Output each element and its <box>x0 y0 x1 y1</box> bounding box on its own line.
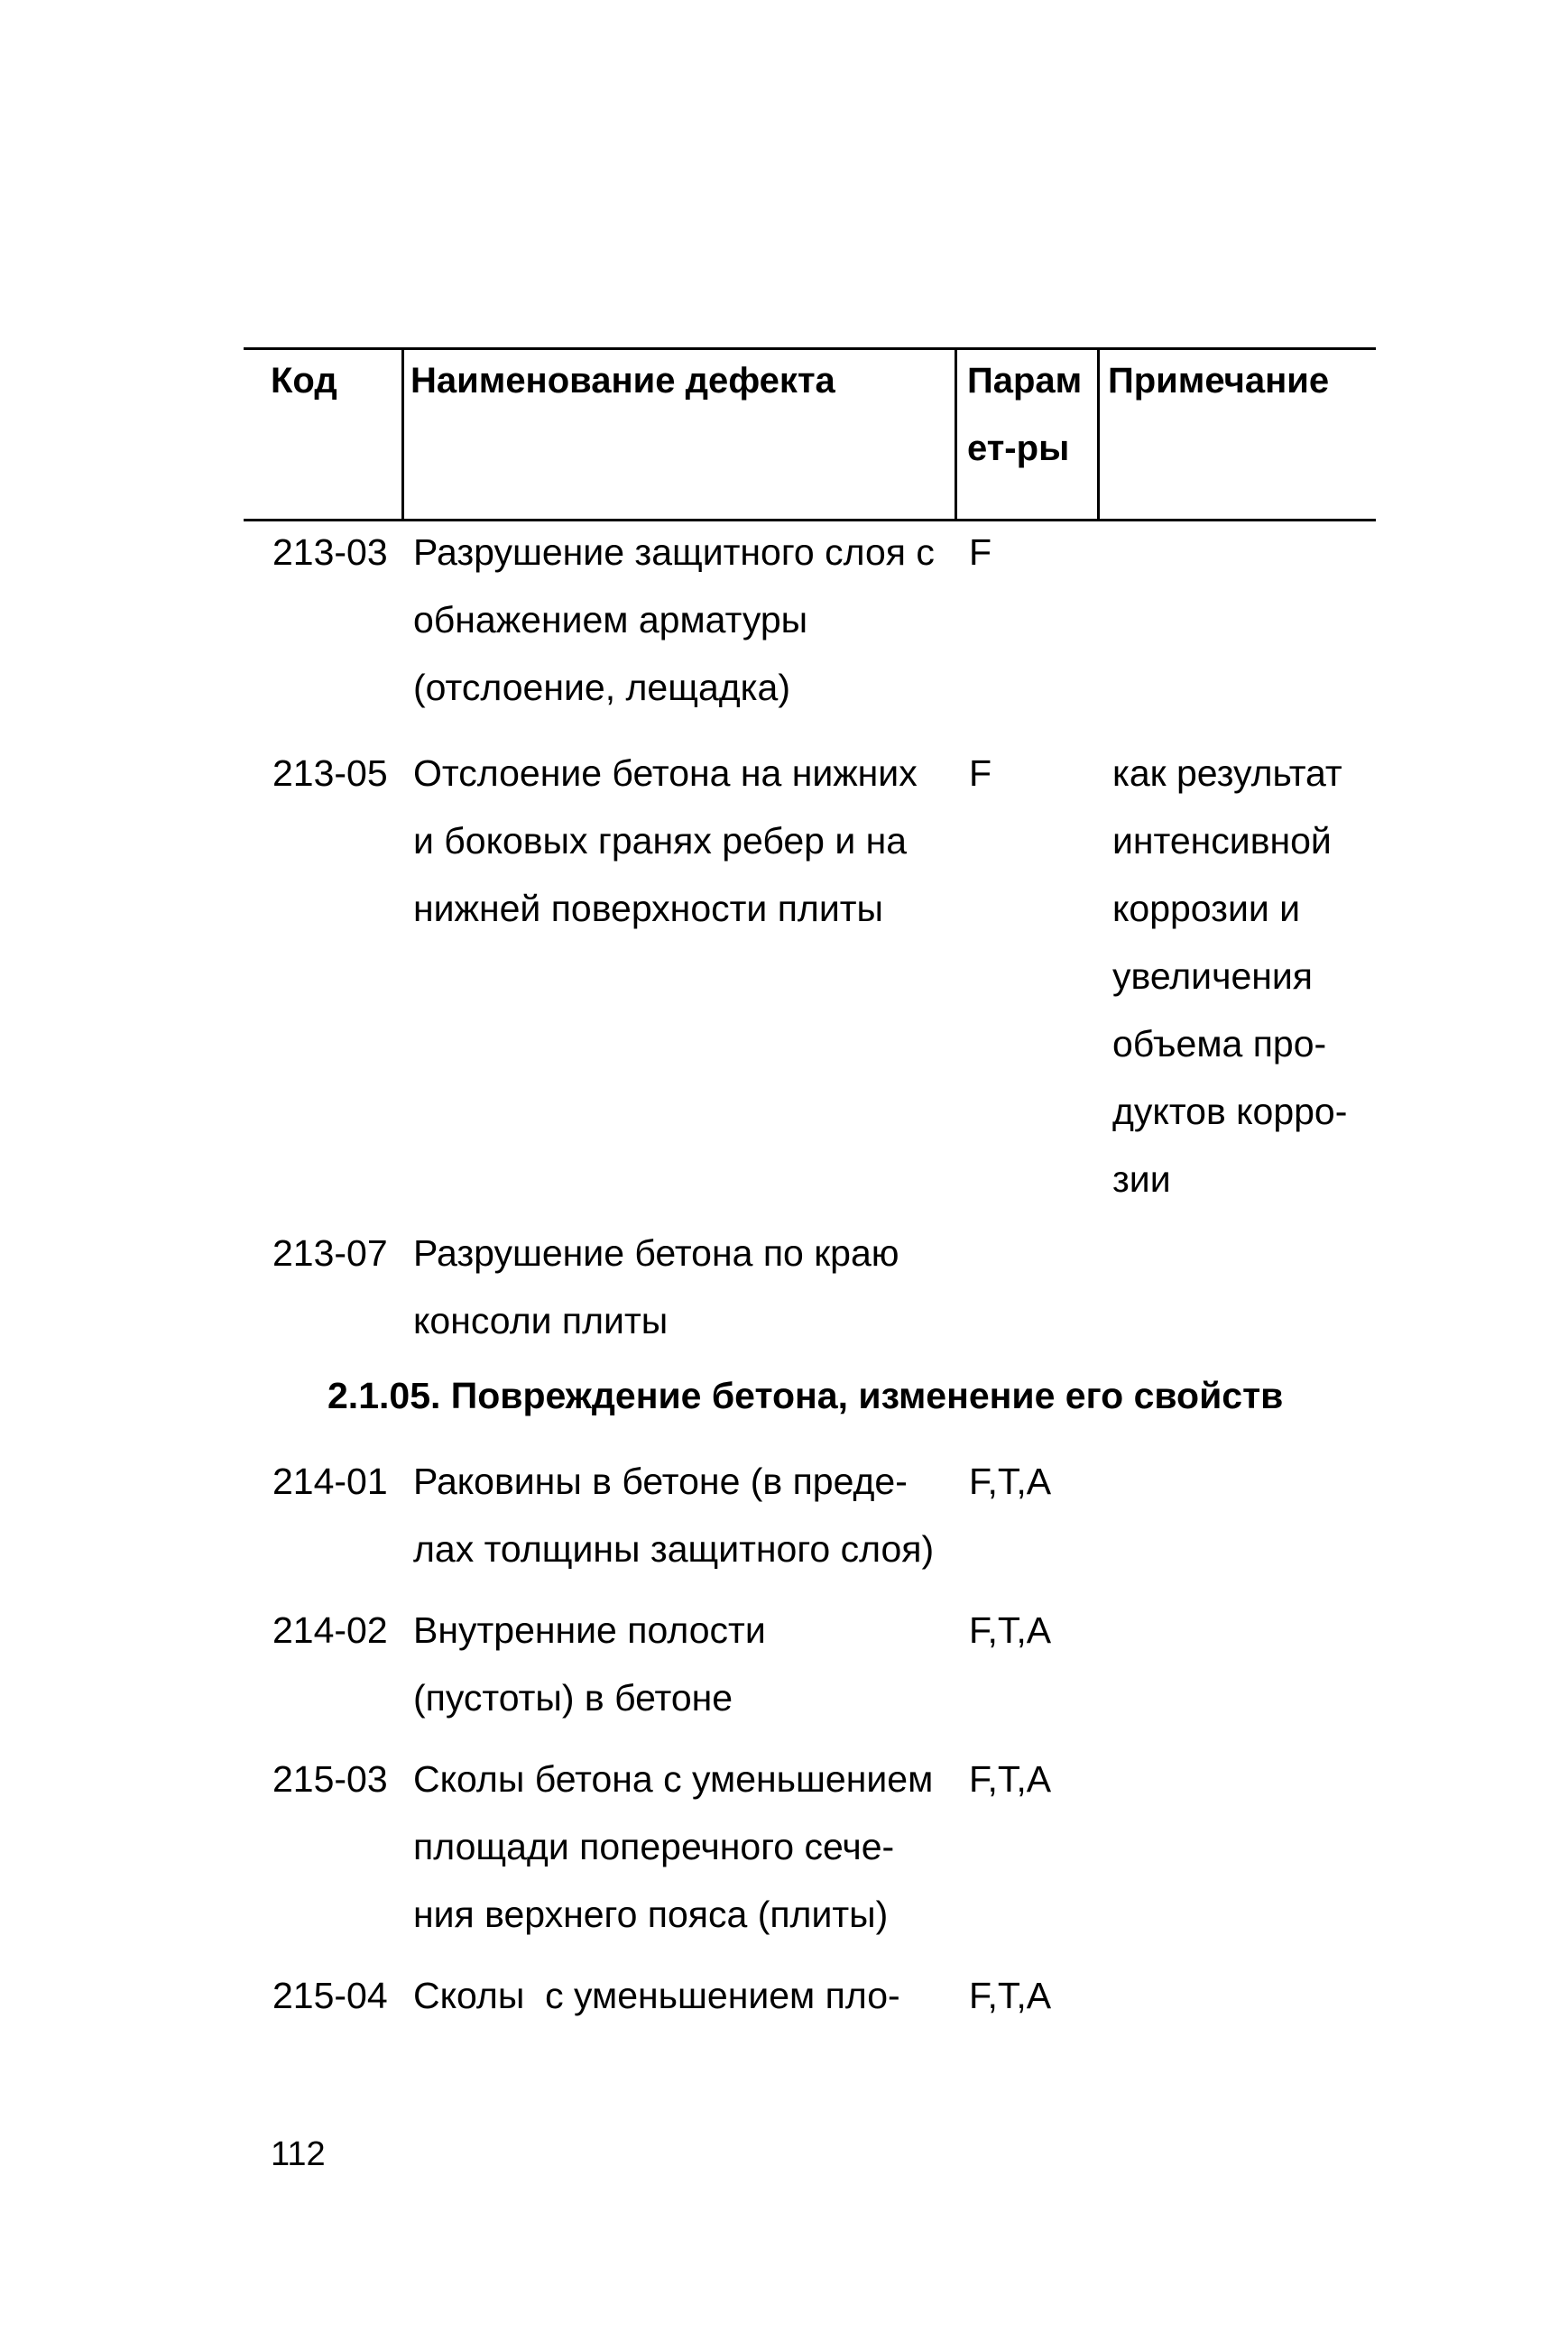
header-name: Наименование дефекта <box>410 361 835 401</box>
row-name: Отслоение бетона на нижних и боковых гранях ребер и на нижней поверхности плиты <box>413 752 918 929</box>
row-params: F,T,A <box>969 1609 1052 1651</box>
row-name: Сколы с уменьшением пло- <box>413 1975 900 2016</box>
row-params: F <box>969 752 992 794</box>
row-code: 213-03 <box>272 531 388 573</box>
row-name: Внутренние полости (пустоты) в бетоне <box>413 1609 766 1719</box>
row-name: Сколы бетона с уменьшением площади поперечного сече- ния верхнего пояса (плиты) <box>413 1758 934 1935</box>
row-code: 215-03 <box>272 1758 388 1800</box>
column-divider-2 <box>955 347 957 521</box>
header-note: Примечание <box>1108 361 1330 401</box>
row-params: F <box>969 531 992 573</box>
row-code: 215-04 <box>272 1975 388 2016</box>
page-number: 112 <box>271 2135 326 2173</box>
column-divider-1 <box>401 347 404 521</box>
row-code: 214-02 <box>272 1609 388 1651</box>
row-name: Разрушение бетона по краю консоли плиты <box>413 1232 899 1341</box>
row-params: F,T,A <box>969 1461 1052 1502</box>
row-code: 214-01 <box>272 1461 388 1502</box>
row-code: 213-05 <box>272 752 388 794</box>
row-params: F,T,A <box>969 1758 1052 1800</box>
header-code: Код <box>271 361 337 401</box>
row-name: Раковины в бетоне (в преде- лах толщины защитного слоя) <box>413 1461 935 1570</box>
column-divider-3 <box>1097 347 1100 521</box>
row-name: Разрушение защитного слоя с обнажением арматуры (отслоение, лещадка) <box>413 531 935 708</box>
row-note: как результат интенсивной коррозии и увеличения объема про- дуктов корро- зии <box>1112 752 1348 1200</box>
header-params: Парам ет-ры <box>967 361 1083 468</box>
section-title: 2.1.05. Повреждение бетона, изменение его свойств <box>327 1375 1284 1416</box>
row-params: F,T,A <box>969 1975 1052 2016</box>
row-code: 213-07 <box>272 1232 388 1274</box>
